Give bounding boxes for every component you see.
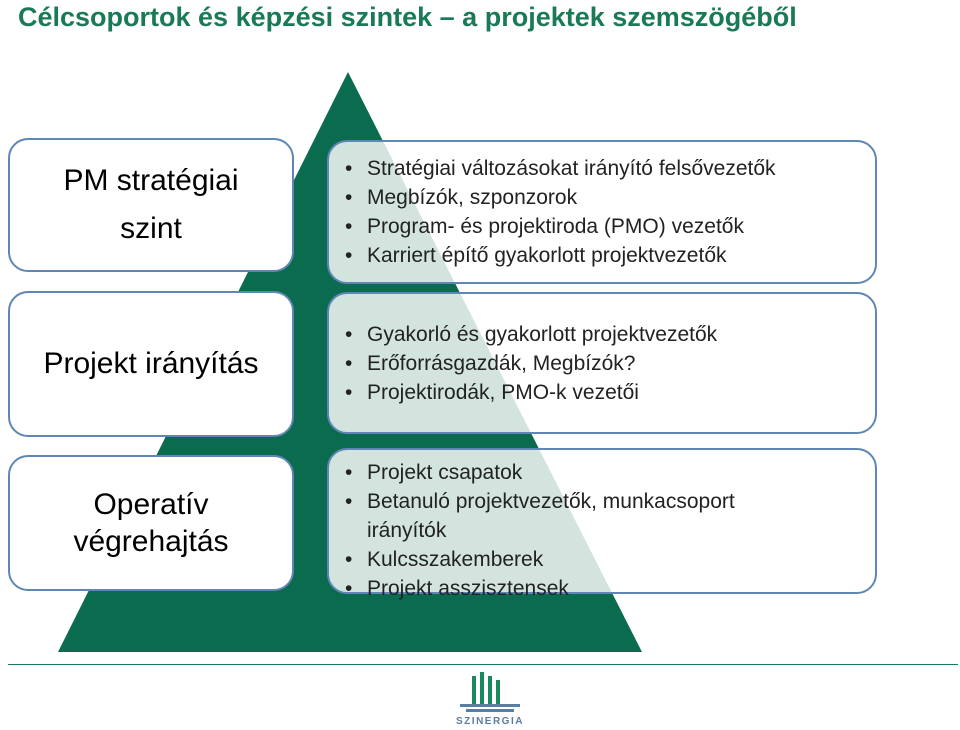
level-label-strategic: PM stratégiai szint bbox=[63, 164, 239, 245]
logo-text: SZINERGIA bbox=[456, 716, 524, 727]
level-box-management bbox=[8, 291, 294, 437]
bullet-list-management bbox=[345, 320, 717, 407]
list-item: • Projekt csapatok bbox=[345, 458, 785, 487]
level-items-management bbox=[327, 292, 877, 434]
list-item: • Program- és projektiroda (PMO) vezetők bbox=[345, 212, 776, 241]
list-item: • Erőforrásgazdák, Megbízók? bbox=[345, 349, 717, 378]
list-item: • Megbízók, szponzorok bbox=[345, 183, 776, 212]
list-item: • Kulcsszakemberek bbox=[345, 545, 785, 574]
list-item: • Projekt asszisztensek bbox=[345, 574, 785, 603]
level-label-management: Projekt irányítás bbox=[43, 347, 259, 380]
level-box-operative bbox=[8, 455, 294, 591]
bullet-list-operative bbox=[345, 458, 785, 603]
list-item: • Karriert építő gyakorlott projektvezetők bbox=[345, 241, 776, 270]
footer-divider bbox=[8, 664, 958, 665]
level-box-strategic bbox=[8, 138, 294, 272]
level-items-operative bbox=[327, 448, 877, 600]
list-item: • Projektirodák, PMO-k vezetői bbox=[345, 378, 717, 407]
szinergia-logo bbox=[450, 672, 530, 728]
list-item: • Stratégiai változásokat irányító felsővezetők bbox=[345, 154, 776, 183]
szinergia-logo-icon bbox=[450, 672, 530, 716]
list-item: • Gyakorló és gyakorlott projektvezetők bbox=[345, 320, 717, 349]
level-label-operative: Operatív végrehajtás bbox=[73, 487, 229, 558]
level-items-strategic bbox=[327, 140, 877, 284]
bullet-list-strategic bbox=[345, 154, 776, 270]
page-title: Célcsoportok és képzési szintek – a projektek szemszögéből bbox=[18, 2, 797, 32]
list-item: • Betanuló projektvezetők, munkacsoport irányítók bbox=[345, 487, 785, 545]
